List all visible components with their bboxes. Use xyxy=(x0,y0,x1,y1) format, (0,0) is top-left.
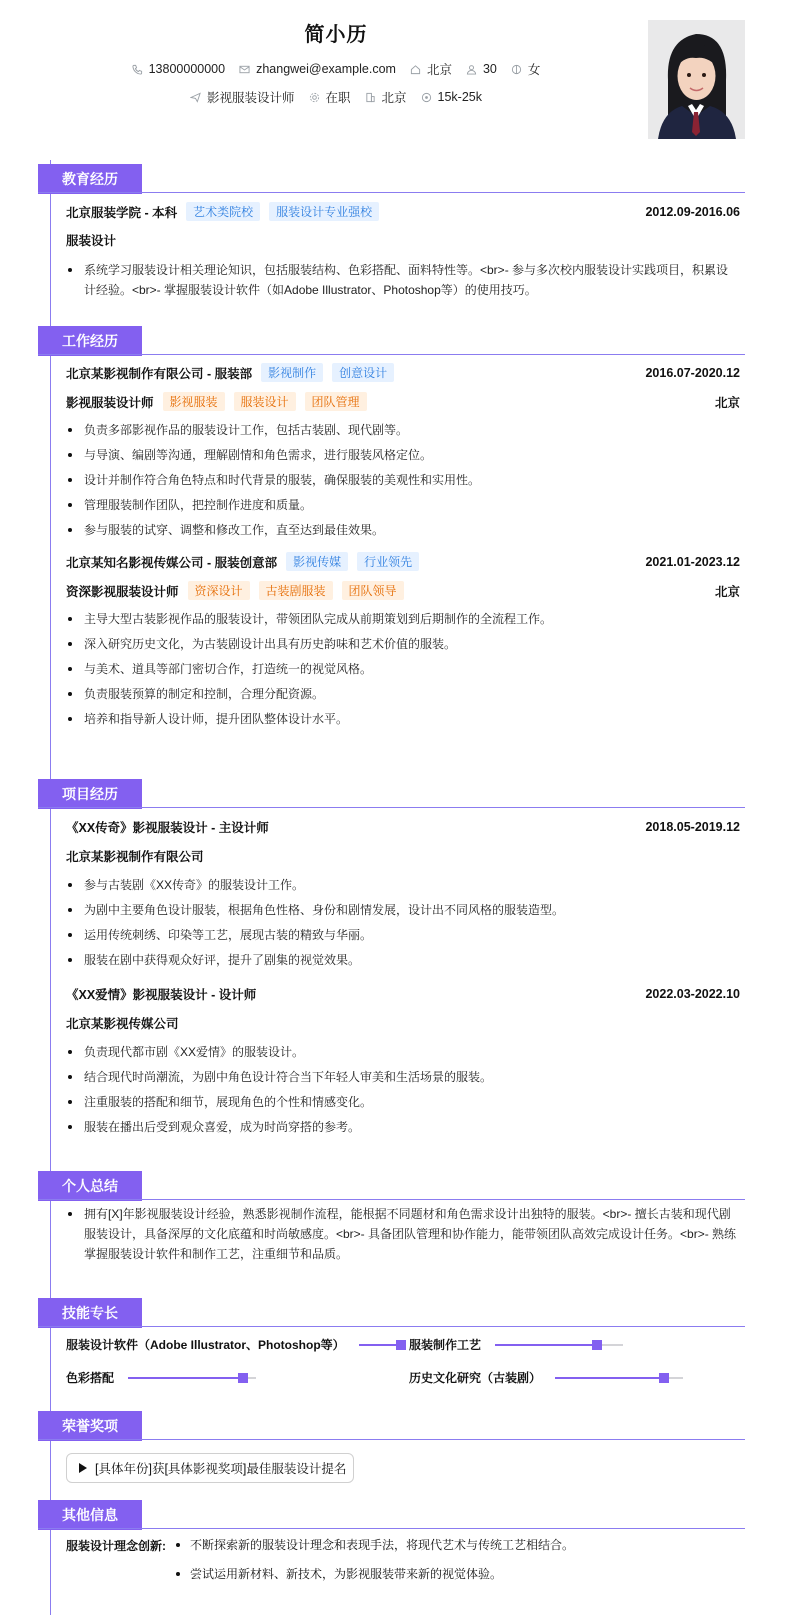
city-text: 北京 xyxy=(426,63,452,77)
list-item: 设计并制作符合角色特点和时代背景的服装，确保服装的美观性和实用性。 xyxy=(66,470,740,490)
list-item: 服装在播出后受到观众喜爱，成为时尚穿搭的参考。 xyxy=(66,1117,740,1137)
project-name: 《XX传奇》影视服装设计 - 主设计师 xyxy=(66,821,269,835)
skill-bar-fill xyxy=(359,1344,401,1346)
salary-text: 15k-25k xyxy=(437,90,483,104)
gear-icon xyxy=(309,92,320,103)
skill-bar-fill xyxy=(128,1377,243,1379)
list-item: 服装在剧中获得观众好评，提升了剧集的视觉效果。 xyxy=(66,950,740,970)
education-date: 2012.09-2016.06 xyxy=(645,204,740,219)
position-info xyxy=(190,88,295,106)
education-school: 北京服装学院 - 本科 xyxy=(66,205,178,220)
skill-tag: 团队管理 xyxy=(305,392,367,411)
list-item: 负责现代都市剧《XX爱情》的服装设计。 xyxy=(66,1042,740,1062)
section-title-skills: 技能专长 xyxy=(38,1298,142,1328)
award-text: [具体年份]获[具体影视奖项]最佳服装设计提名 xyxy=(95,1462,347,1476)
skill-name: 色彩搭配 xyxy=(66,1371,115,1385)
age-info xyxy=(466,62,497,76)
section-divider xyxy=(38,807,745,808)
project-org-row xyxy=(66,1014,740,1032)
candidate-name: 简小历 xyxy=(304,24,368,46)
work-title: 资深影视服装设计师 xyxy=(66,584,179,599)
work-location: 北京 xyxy=(714,395,740,410)
section-title-education: 教育经历 xyxy=(38,164,142,194)
education-major-row xyxy=(66,231,740,249)
skill-tag: 古装剧服装 xyxy=(259,581,333,600)
list-item: 不断探索新的服装设计理念和表现手法，将现代艺术与传统工艺相结合。 xyxy=(176,1535,574,1555)
list-item: 注重服装的搭配和细节，展现角色的个性和情感变化。 xyxy=(66,1092,740,1112)
project-date: 2022.03-2022.10 xyxy=(645,987,740,1001)
skill-tag: 团队领导 xyxy=(342,581,404,600)
list-item: 与导演、编剧等沟通，理解剧情和角色需求，进行服装风格定位。 xyxy=(66,445,740,465)
list-item: 负责服装预算的制定和控制，合理分配资源。 xyxy=(66,684,740,704)
skill-bar-knob xyxy=(592,1340,602,1350)
avatar xyxy=(648,20,745,139)
building-icon xyxy=(365,92,376,103)
work-company: 北京某影视制作有限公司 - 服装部 xyxy=(66,366,253,381)
skill-bar-fill xyxy=(555,1377,664,1379)
send-icon xyxy=(190,92,201,103)
award-item[interactable] xyxy=(66,1453,354,1483)
phone-icon xyxy=(132,64,143,75)
position-text: 影视服装设计师 xyxy=(206,91,295,105)
target-city-text: 北京 xyxy=(381,91,407,105)
list-item: 培养和指导新人设计师，提升团队整体设计水平。 xyxy=(66,709,740,729)
skill-name: 服装设计软件（Adobe Illustrator、Photoshop等） xyxy=(66,1338,345,1352)
phone-text: 13800000000 xyxy=(148,62,226,76)
skill-tag: 服装设计 xyxy=(234,392,296,411)
work-date: 2016.07-2020.12 xyxy=(645,365,740,380)
list-item: 参与服装的试穿、调整和修改工作，直至达到最佳效果。 xyxy=(66,520,740,540)
work-title-row xyxy=(66,392,740,411)
work-company-row xyxy=(66,552,740,571)
section-divider xyxy=(38,192,745,193)
email-info xyxy=(239,62,396,76)
skill-name: 历史文化研究（古装剧） xyxy=(409,1371,542,1385)
company-tag: 创意设计 xyxy=(332,363,394,382)
section-title-summary: 个人总结 xyxy=(38,1171,142,1201)
summary-text: 拥有[X]年影视服装设计经验，熟悉影视制作流程，能根据不同题材和角色需求设计出独特的服装。<br>- 擅长古装和现代剧服装设计，具备深厚的文化底蕴和时尚敏感度。<br>- 具备团队管理和协作能力，能带领团队高效完成设计任务。<br>- 熟练掌握服装设计软件和制作工艺，注重细节和品质。 xyxy=(66,1204,740,1264)
company-tag: 影视传媒 xyxy=(286,552,348,571)
work-title: 影视服装设计师 xyxy=(66,395,154,410)
skill-item xyxy=(66,1336,403,1353)
list-item: 与美术、道具等部门密切合作，打造统一的视觉风格。 xyxy=(66,659,740,679)
section-title-other: 其他信息 xyxy=(38,1500,142,1530)
status-info xyxy=(309,88,351,106)
work-company: 北京某知名影视传媒公司 - 服装创意部 xyxy=(66,555,278,570)
list-item: 深入研究历史文化，为古装剧设计出具有历史韵味和艺术价值的服装。 xyxy=(66,634,740,654)
skill-tag: 资深设计 xyxy=(188,581,250,600)
list-item: 管理服装制作团队，把控制作进度和质量。 xyxy=(66,495,740,515)
skill-item xyxy=(409,1336,623,1353)
education-major: 服装设计 xyxy=(66,234,117,248)
school-tag: 服装设计专业强校 xyxy=(269,202,379,221)
skill-bar-knob xyxy=(238,1373,248,1383)
skill-bar-knob xyxy=(659,1373,669,1383)
skill-bar xyxy=(128,1377,256,1379)
section-divider xyxy=(38,1528,745,1529)
list-item: 为剧中主要角色设计服装，根据角色性格、身份和剧情发展，设计出不同风格的服装造型。 xyxy=(66,900,740,920)
company-tag: 影视制作 xyxy=(261,363,323,382)
email-text: zhangwei@example.com xyxy=(256,62,396,76)
work-title-row xyxy=(66,581,740,600)
school-tag: 艺术类院校 xyxy=(186,202,260,221)
salary-info xyxy=(421,90,482,104)
mail-icon xyxy=(239,64,250,75)
list-item: 主导大型古装影视作品的服装设计，带领团队完成从前期策划到后期制作的全流程工作。 xyxy=(66,609,740,629)
education-description: 系统学习服装设计相关理论知识，包括服装结构、色彩搭配、面料特性等。<br>- 参与多次校内服装设计实践项目，积累设计经验。<br>- 掌握服装设计软件（如Adobe Illustrator、Photoshop等）的使用技巧。 xyxy=(66,260,740,300)
job-intent-row xyxy=(0,88,672,106)
gender-icon xyxy=(511,64,522,75)
resume-header xyxy=(0,0,794,150)
education-header-row xyxy=(66,202,740,221)
section-divider xyxy=(38,1439,745,1440)
caret-right-icon xyxy=(79,1463,87,1473)
list-item: 运用传统刺绣、印染等工艺，展现古装的精致与华丽。 xyxy=(66,925,740,945)
skill-bar-fill xyxy=(495,1344,597,1346)
gender-info xyxy=(511,60,541,78)
skill-name: 服装制作工艺 xyxy=(409,1338,482,1352)
project-org: 北京某影视制作有限公司 xyxy=(66,850,204,864)
skill-item xyxy=(409,1369,683,1386)
contact-row xyxy=(0,60,672,78)
user-icon xyxy=(466,64,477,75)
project-org-row xyxy=(66,847,740,865)
project-date: 2018.05-2019.12 xyxy=(645,820,740,834)
skill-bar-knob xyxy=(396,1340,406,1350)
work-company-row xyxy=(66,363,740,382)
coin-icon xyxy=(421,92,432,103)
section-title-work: 工作经历 xyxy=(38,326,142,356)
section-title-projects: 项目经历 xyxy=(38,779,142,809)
skill-tag: 影视服装 xyxy=(163,392,225,411)
list-item: 尝试运用新材料、新技术，为影视服装带来新的视觉体验。 xyxy=(176,1564,502,1584)
skill-bar xyxy=(495,1344,623,1346)
list-item: 负责多部影视作品的服装设计工作，包括古装剧、现代剧等。 xyxy=(66,420,740,440)
gender-text: 女 xyxy=(527,63,541,77)
section-title-awards: 荣誉奖项 xyxy=(38,1411,142,1441)
age-text: 30 xyxy=(482,62,497,76)
target-city-info xyxy=(365,88,407,106)
timeline-line xyxy=(50,160,51,1615)
company-tag: 行业领先 xyxy=(357,552,419,571)
skill-bar xyxy=(359,1344,403,1346)
avatar-illustration xyxy=(648,20,745,139)
phone-info xyxy=(132,62,225,76)
skill-bar xyxy=(555,1377,683,1379)
list-item: 结合现代时尚潮流，为剧中角色设计符合当下年轻人审美和生活场景的服装。 xyxy=(66,1067,740,1087)
work-location: 北京 xyxy=(714,584,740,599)
project-name: 《XX爱情》影视服装设计 - 设计师 xyxy=(66,988,257,1002)
project-header-row xyxy=(66,818,740,836)
list-item: 参与古装剧《XX传奇》的服装设计工作。 xyxy=(66,875,740,895)
section-divider xyxy=(38,1199,745,1200)
section-divider xyxy=(38,354,745,355)
other-label: 服装设计理念创新: xyxy=(66,1539,166,1553)
project-org: 北京某影视传媒公司 xyxy=(66,1017,179,1031)
city-info xyxy=(410,60,452,78)
home-icon xyxy=(410,64,421,75)
section-divider xyxy=(38,1326,745,1327)
work-date: 2021.01-2023.12 xyxy=(645,554,740,569)
skill-item xyxy=(66,1369,256,1386)
project-header-row xyxy=(66,985,740,1003)
status-text: 在职 xyxy=(325,91,351,105)
